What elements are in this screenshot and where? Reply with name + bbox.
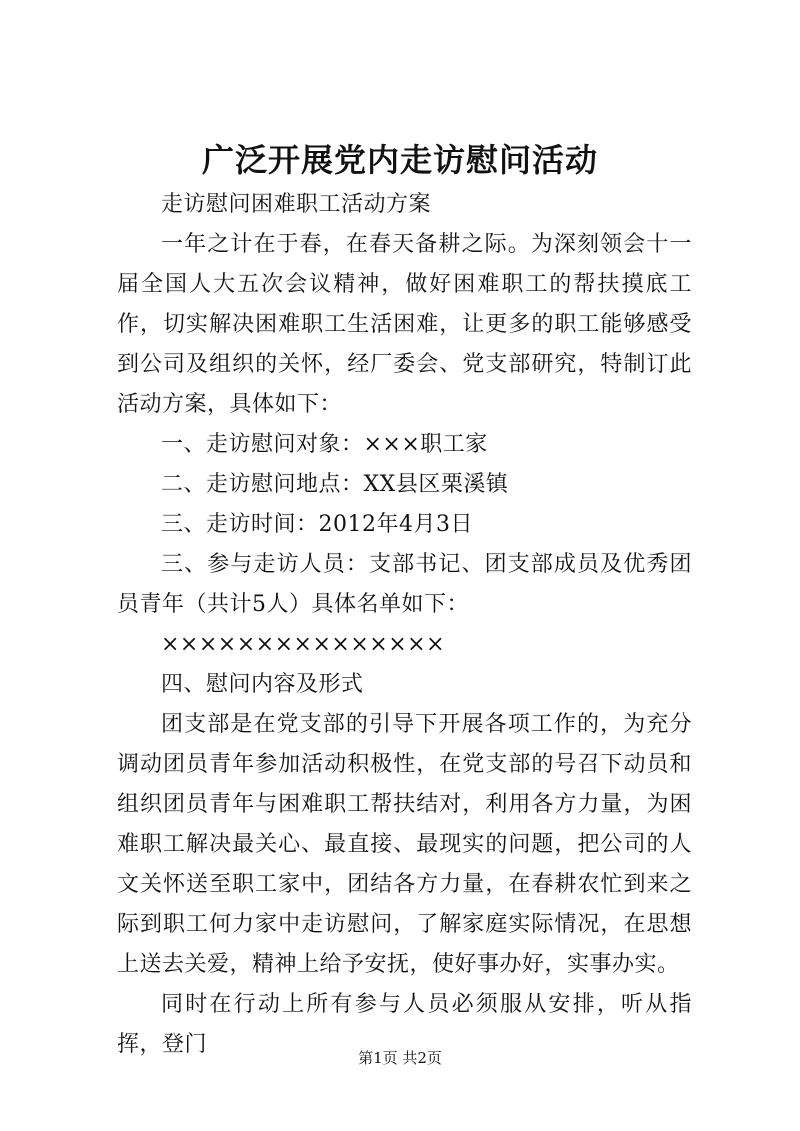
paragraph-participant-names: ××××××××××××××× bbox=[161, 632, 446, 657]
page-footer: 第1页 共2页 bbox=[358, 1049, 442, 1067]
paragraph-plan-title: 走访慰问困难职工活动方案 bbox=[161, 192, 432, 217]
paragraph-participants: 三、参与走访人员：支部书记、团支部成员及优秀团员青年（共计5人）具体名单如下： bbox=[117, 552, 692, 617]
paragraph-section-content: 四、慰问内容及形式 bbox=[161, 672, 364, 697]
paragraph-visit-time: 三、走访时间：2012年4月3日 bbox=[161, 512, 473, 537]
paragraph-conduct: 同时在行动上所有参与人员必须服从安排，听从指挥，登门 bbox=[117, 992, 692, 1057]
document-title: 广泛开展党内走访慰问活动 bbox=[201, 141, 598, 179]
paragraph-visit-location: 二、走访慰问地点：XX县区栗溪镇 bbox=[161, 472, 509, 497]
paragraph-intro: 一年之计在于春，在春天备耕之际。为深刻领会十一届全国人大五次会议精神，做好困难职工的帮扶摸底工作，切实解决困难职工生活困难，让更多的职工能够感受到公司及组织的关怀，经厂委会、党支部研究，特制订此活动方案，具体如下： bbox=[117, 232, 692, 417]
paragraph-visit-target: 一、走访慰问对象：×××职工家 bbox=[161, 432, 488, 457]
document-body bbox=[117, 185, 692, 1065]
paragraph-content-details: 团支部是在党支部的引导下开展各项工作的，为充分调动团员青年参加活动积极性，在党支部的号召下动员和组织团员青年与困难职工帮扶结对，利用各方力量，为困难职工解决最关心、最直接、最现实的问题，把公司的人文关怀送至职工家中，团结各方力量，在春耕农忙到来之际到职工何力家中走访慰问，了解家庭实际情况，在思想上送去关爱，精神上给予安抚，使好事办好，实事办实。 bbox=[117, 712, 692, 977]
